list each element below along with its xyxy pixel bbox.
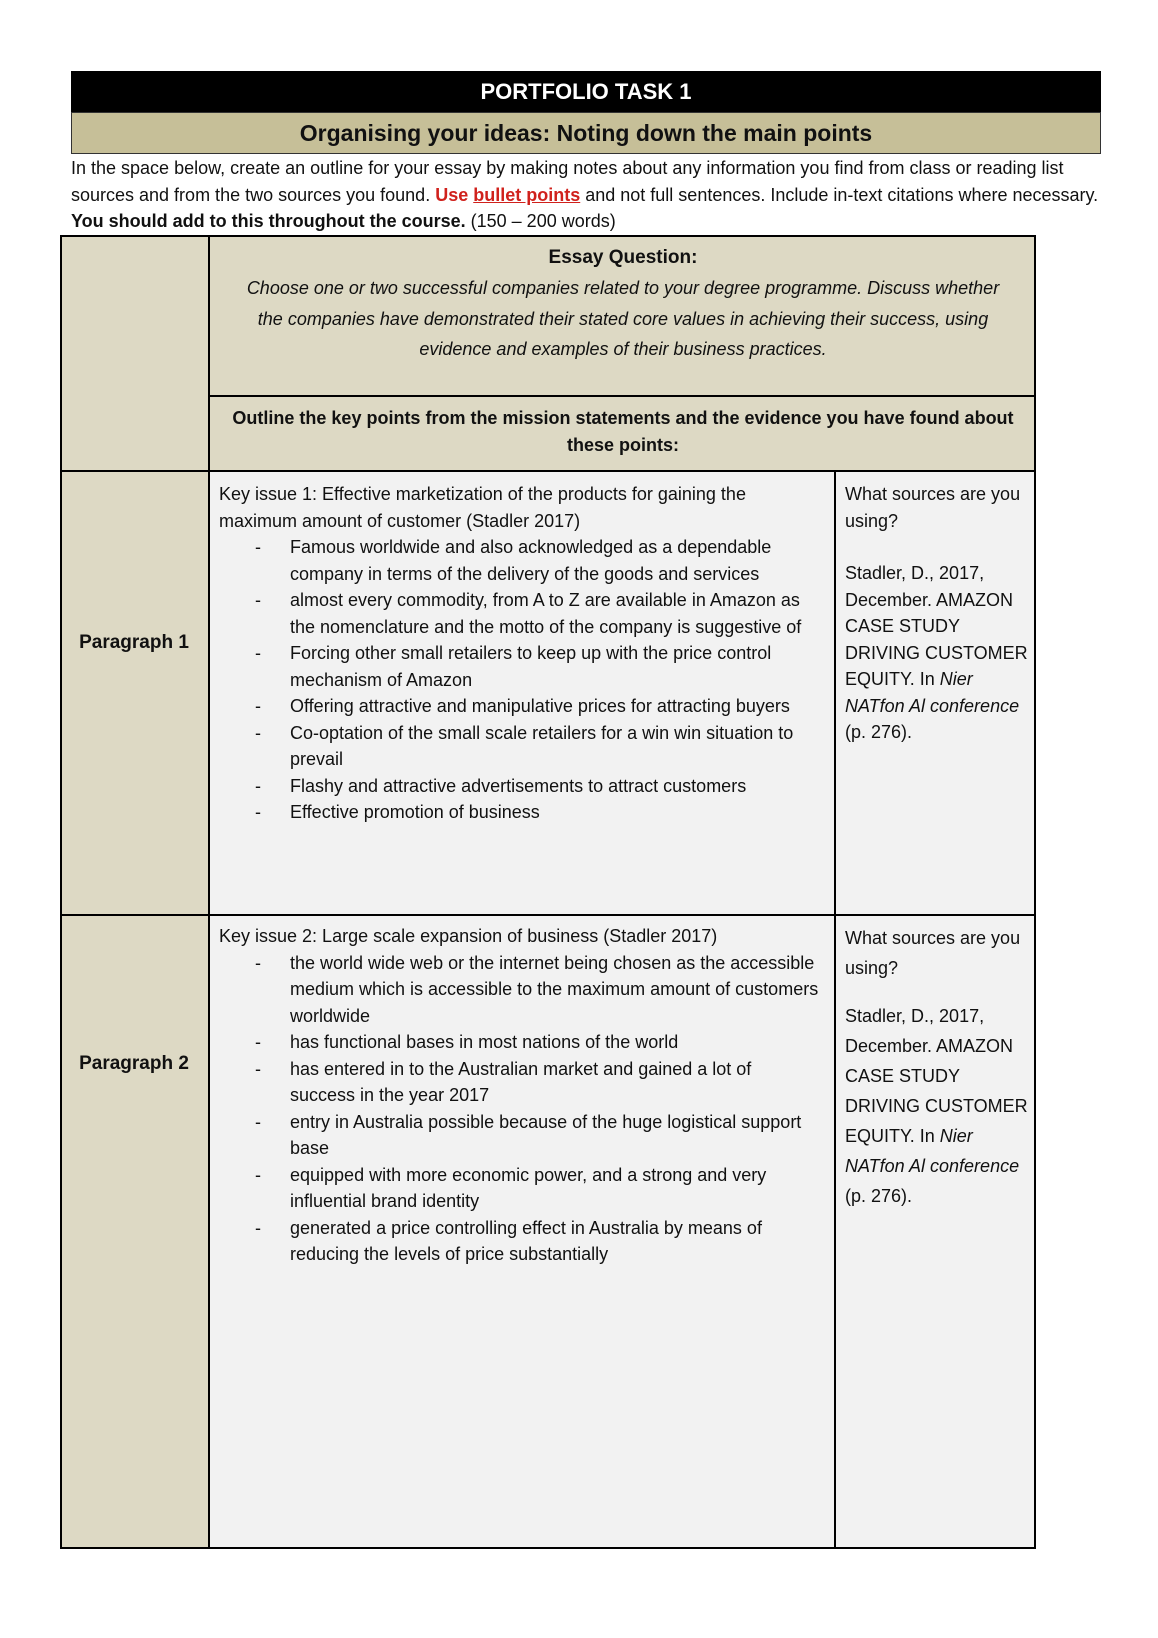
list-item: - Effective promotion of business xyxy=(219,799,819,826)
paragraph-1-key-issue: Key issue 1: Effective marketization of the products for gaining the maximum amount of customer (Stadler 2017) xyxy=(219,484,746,531)
list-item: - Forcing other small retailers to keep up with the price control mechanism of Amazon xyxy=(219,640,819,693)
paragraph-1-sources xyxy=(845,481,1031,746)
sources-question: What sources are you using? xyxy=(845,928,1021,978)
list-item: - the world wide web or the internet being chosen as the accessible medium which is accessible to the maximum amount of customers worldwide xyxy=(219,950,819,1030)
list-item: - almost every commodity, from A to Z are available in Amazon as the nomenclature and the motto of the company is suggestive of xyxy=(219,587,819,640)
list-item: - Co-optation of the small scale retailers for a win win situation to prevail xyxy=(219,720,819,773)
list-item: - Offering attractive and manipulative prices for attracting buyers xyxy=(219,693,819,720)
list-item: - Flashy and attractive advertisements to attract customers xyxy=(219,773,819,800)
instructions-text-2: and not full sentences. Include in-text citations where necessary. xyxy=(580,184,1099,205)
instructions-bullet-points: bullet points xyxy=(473,184,581,205)
table-divider-label xyxy=(208,235,210,1549)
list-item: - has functional bases in most nations of the world xyxy=(219,1029,819,1056)
table-divider-paragraphs xyxy=(60,914,1036,916)
source-citation-italic: Nier NATfon Al conference xyxy=(845,669,1020,716)
table-border-right xyxy=(1034,235,1036,1549)
list-item: - Famous worldwide and also acknowledged as a dependable company in terms of the delivery of the goods and services xyxy=(219,534,819,587)
label-column xyxy=(60,235,209,1549)
paragraph-2-notes xyxy=(219,923,819,1268)
table-border-left xyxy=(60,235,62,1549)
list-item: - has entered in to the Australian market and gained a lot of success in the year 2017 xyxy=(219,1056,819,1109)
sources-question: What sources are you using? xyxy=(845,484,1021,531)
paragraph-1-notes xyxy=(219,481,819,826)
source-citation xyxy=(845,560,1031,746)
source-citation-text: Stadler, D., 2017, December. AMAZON CASE STUDY DRIVING CUSTOMER EQUITY. In xyxy=(845,1006,1028,1146)
essay-question-heading: Essay Question: xyxy=(548,247,698,268)
table-divider-sources xyxy=(834,471,836,1549)
instructions-text: In the space below, create an outline for your essay by making notes about any information you find from class or reading list sources and from the two sources you found. xyxy=(71,158,1064,205)
paragraph-1-label: Paragraph 1 xyxy=(79,632,189,653)
table-border-top xyxy=(60,235,1036,237)
page-title: PORTFOLIO TASK 1 xyxy=(71,71,1101,112)
page-subtitle: Organising your ideas: Noting down the main points xyxy=(71,112,1101,154)
list-item: - entry in Australia possible because of the huge logistical support base xyxy=(219,1109,819,1162)
source-citation-end: (p. 276). xyxy=(845,722,913,742)
source-citation xyxy=(845,1001,1031,1211)
table-border-bottom xyxy=(60,1547,1036,1549)
instructions xyxy=(71,155,1111,235)
paragraph-2-key-issue: Key issue 2: Large scale expansion of business (Stadler 2017) xyxy=(219,926,718,946)
paragraph-2-bullets xyxy=(219,950,819,1268)
table-divider-header xyxy=(60,470,1036,472)
instructions-use: Use xyxy=(435,184,474,205)
source-citation-text: Stadler, D., 2017, December. AMAZON CASE STUDY DRIVING CUSTOMER EQUITY. In xyxy=(845,563,1028,689)
paragraph-2-sources xyxy=(845,923,1031,1211)
outline-prompt: Outline the key points from the mission statements and the evidence you have found about these points: xyxy=(232,408,1014,455)
instructions-word-count: (150 – 200 words) xyxy=(465,211,616,231)
source-citation-italic: Nier NATfon Al conference xyxy=(845,1126,1020,1176)
list-item: - equipped with more economic power, and a strong and very influential brand identity xyxy=(219,1162,819,1215)
list-item: - generated a price controlling effect in Australia by means of reducing the levels of price substantially xyxy=(219,1215,819,1268)
source-citation-end: (p. 276). xyxy=(845,1186,913,1206)
paragraph-2-label: Paragraph 2 xyxy=(79,1053,189,1074)
paragraph-1-bullets xyxy=(219,534,819,826)
table-divider-question xyxy=(209,395,1036,397)
outline-table xyxy=(60,235,1036,1549)
essay-question-text: Choose one or two successful companies related to your degree programme. Discuss whether the companies have demonstrated their stated core values in achieving their success, using evidence and examples of their business practices. xyxy=(246,278,1000,359)
instructions-emphasis: You should add to this throughout the course. xyxy=(71,211,466,231)
